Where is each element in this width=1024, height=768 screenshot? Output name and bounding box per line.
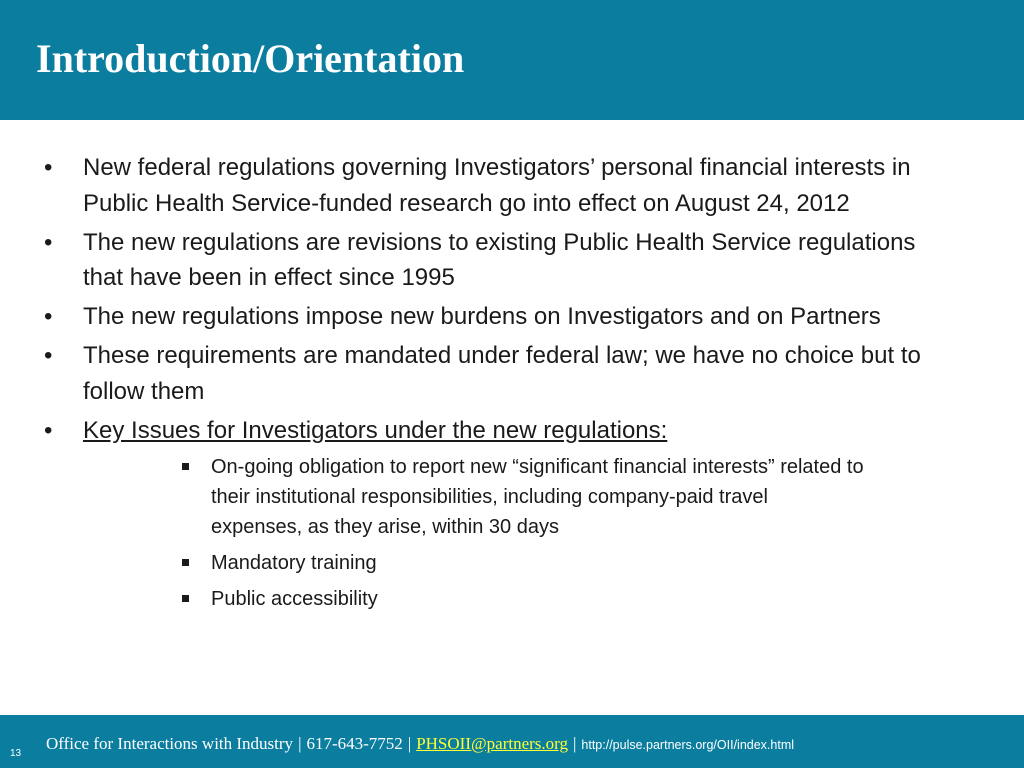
footer-url: http://pulse.partners.org/OII/index.html: [581, 738, 795, 752]
sub-bullet-item: [83, 548, 944, 578]
bullet-dot-icon: •: [44, 303, 53, 330]
title-bar: [0, 0, 1024, 120]
bullet-text: The new regulations impose new burdens on Investigators and on Partners: [83, 303, 881, 330]
bullet-dot-icon: •: [44, 416, 53, 444]
bullet-item: [0, 338, 1024, 409]
footer-separator: |: [298, 734, 302, 753]
square-bullet-icon: [182, 559, 189, 566]
bullet-dot-icon: •: [44, 228, 53, 256]
footer-separator: |: [573, 734, 577, 753]
square-bullet-icon: [182, 595, 189, 602]
key-issues-heading: Key Issues for Investigators under the new regulations:: [83, 416, 668, 444]
footer-info: [46, 734, 794, 754]
footer-bar: [0, 715, 1024, 768]
footer-email-link[interactable]: PHSOII@partners.org: [416, 734, 568, 753]
footer-separator: |: [407, 734, 412, 753]
sub-bullet-text: Public accessibility: [211, 588, 378, 610]
bullet-text: These requirements are mandated under federal law; we have no choice but to follow them: [83, 342, 921, 405]
footer-office: Office for Interactions with Industry: [46, 734, 294, 753]
sub-bullet-item: [83, 452, 944, 542]
bullet-dot-icon: •: [44, 342, 53, 369]
bullet-text: New federal regulations governing Investigators’ personal financial interests in Public Health Service-funded research go into effect on August 24, 2012: [83, 154, 911, 217]
sub-bullet-list: [83, 452, 944, 614]
bullet-item: [0, 413, 1024, 615]
bullet-item: [0, 299, 1024, 335]
bullet-dot-icon: •: [44, 154, 53, 181]
sub-bullet-text: On-going obligation to report new “significant financial interests” related to their institutional responsibilities, including company-paid travel expenses, as they arise, within 30 days: [211, 456, 864, 538]
bullet-list: [0, 150, 1024, 614]
slide-title: Introduction/Orientation: [36, 36, 465, 81]
bullet-item: [0, 225, 1024, 296]
slide-content: [0, 150, 1024, 620]
sub-bullet-text: Mandatory training: [211, 552, 377, 574]
sub-bullet-item: [83, 584, 944, 614]
square-bullet-icon: [182, 463, 189, 470]
bullet-item: [0, 150, 1024, 221]
footer-phone: 617-643-7752: [306, 734, 403, 753]
page-number: 13: [10, 748, 22, 759]
bullet-text: The new regulations are revisions to existing Public Health Service regulations that have been in effect since 1995: [83, 228, 916, 291]
